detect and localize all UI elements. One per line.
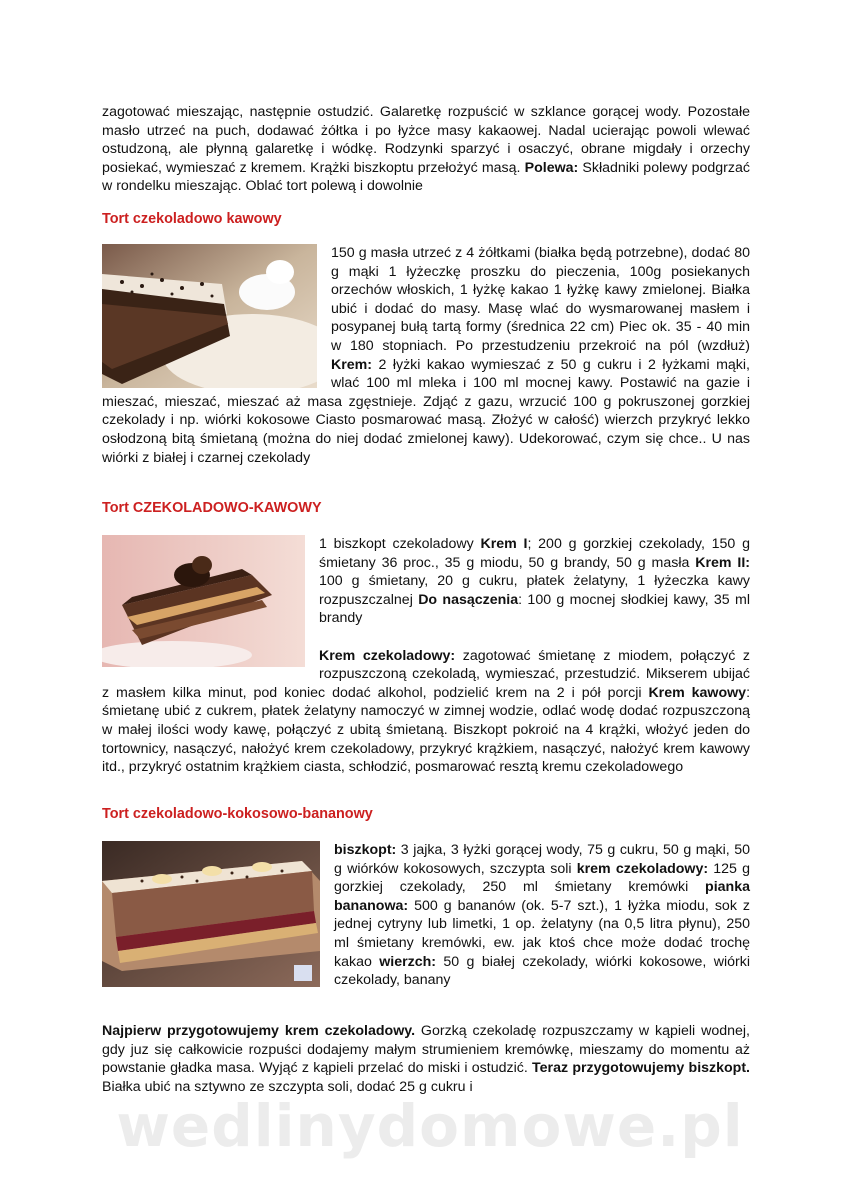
closing-bold-1: Najpierw przygotowujemy krem czekoladowy. [102, 1023, 416, 1039]
recipe-3-text: 3 jajka, 3 łyżki gorącej wody, 75 g cukru, 50 g mąki, 50 g wiórków kokosowych, szczypta soli [334, 842, 750, 877]
recipe-2-krem-1-label: Krem I [480, 536, 528, 552]
closing-text-1: Gorzką czekoladę rozpuszczamy w kąpieli wodnej, gdy juz się całkowicie rozpuści dodajemy małym strumieniem kremówkę, mieszamy do momentu aż powstanie gładka masa. Wyjąć z kąpieli przelać do miski i ostudzić. [102, 1023, 750, 1077]
polewa-label: Polewa: [524, 159, 579, 176]
closing-paragraph [102, 1022, 750, 1096]
recipe-2-krem-czekoladowy-label: Krem czekoladowy: [319, 647, 456, 664]
recipe-2-text: : śmietanę ubić z cukrem, płatek żelatyny namoczyć w zimnej wodzie, odlać wodę dodać rozpuszczoną w małej ilości wody kawę, połączyć z ubitą śmietaną. Biszkopt pokroić na 4 krążki, włożyć jeden do tortownicy, nasączyć, nałożyć krem czekoladowy, przykryć krążkiem, nasączyć, nałożyć krem kawowy itd., przykryć ostatnim krążkiem ciasta, schłodzić, posmarować resztą kremu czekoladowego [102, 684, 751, 776]
intro-paragraph [102, 103, 750, 196]
recipe-2-text: ; 200 g gorzkiej czekolady, 150 g śmietany 36 proc., 35 g miodu, 50 g brandy, 50 g masła [319, 536, 750, 571]
polewa-text: Składniki polewy podgrzać w rondelku mieszając. Oblać tort polewą i dowolnie [102, 159, 750, 195]
recipe-2-text: 100 g śmietany, 20 g cukru, płatek żelatyny, 1 łyżeczka kawy rozpuszczalnej [319, 573, 750, 608]
chocolate-coffee-layer-cake-photo [102, 535, 305, 667]
closing-bold-2: Teraz przygotowujemy biszkopt. [532, 1060, 751, 1077]
recipe-2-body [102, 535, 750, 777]
recipe-3-biszkopt-label: biszkopt: [334, 842, 397, 858]
recipe-3-text: 125 g gorzkiej czekolady, 250 ml śmietany kremówki [334, 860, 750, 896]
recipe-1-ingredients: 150 g masła utrzeć z 4 żółtkami (białka będą potrzebne), dodać 80 g mąki 1 łyżeczkę proszku do pieczenia, 100g posiekanych orzechów włoskich, 1 łyżkę kakao 1 łyżkę kawy zmielonej. Białka ubić i dodać do masy. Masę wlać do wysmarowanej masłem i posypanej bułą tartą formy (średnica 22 cm) Piec ok. 35 - 40 min w 180 stopniach. Po przestudzeniu przekroić na pól (wzdłuż) [331, 245, 750, 354]
recipe-2-krem-kawowy-label: Krem kawowy [648, 684, 747, 701]
recipe-3-krem-label: krem czekoladowy: [576, 860, 709, 877]
recipe-1-krem-label: Krem: [331, 356, 372, 373]
recipe-2-krem-2-label: Krem II: [695, 554, 751, 571]
recipe-title: Tort czekoladowo-kokosowo-bananowy [102, 806, 373, 822]
closing-text-2: Białka ubić na sztywno ze szczypta soli, dodać 25 g cukru i [102, 1078, 473, 1095]
recipe-3-wierzch-label: wierzch: [379, 953, 437, 970]
recipe-title: Tort czekoladowo kawowy [102, 211, 282, 227]
recipe-3-pianka-label: pianka bananowa: [334, 879, 750, 914]
chocolate-coffee-cake-photo [102, 244, 317, 388]
recipe-3-body [102, 841, 750, 991]
recipe-2-nasaczenia-label: Do nasączenia [418, 591, 519, 608]
recipe-1-body [102, 244, 750, 467]
recipe-title: Tort CZEKOLADOWO-KAWOWY [102, 500, 322, 516]
recipe-3-text: 500 g bananów (ok. 5-7 szt.), 1 łyżka miodu, sok z jednej cytryny lub limetki, 1 op. żelatyny (na 0,5 litra płynu), 250 ml śmietany kremówki, ew. jak ktoś chce może dodać trochę kakao [334, 897, 750, 970]
recipe-2-text: zagotować śmietanę z miodem, połączyć z rozpuszczoną czekoladą, wymieszać, przestudzić. Mikserem ubijać z masłem kilka minut, pod koniec dodać alkohol, podzielić krem na 2 i pół porcji [102, 647, 750, 701]
intro-text: zagotować mieszając, następnie ostudzić. Galaretkę rozpuścić w szklance gorącej wody. Pozostałe masło utrzeć na puch, dodawać żółtka i po łyżce masy kakaowej. Nadal ucierając powoli wlewać ostudzoną, ale płynną galaretkę i wódkę. Rodzynki sparzyć i osaczyć, obrane migdały i orzechy posiekać, wymieszać z kremem. Krążki biszkoptu przełożyć masą. [102, 104, 750, 176]
watermark: wedlinydomowe.pl [116, 1092, 744, 1160]
recipe-2-text: 1 biszkopt czekoladowy [319, 536, 481, 552]
recipe-2-text: : 100 g mocnej słodkiej kawy, 35 ml brandy [319, 591, 750, 627]
recipe-1-method: 2 łyżki kakao wymieszać z 50 g cukru i 2 łyżkami mąki, wlać 100 ml mleka i 100 ml mocnej kawy. Postawić na gazie i mieszać, mieszać, mieszać aż masa zgęstnieje. Zdjąć z gazu, wrzucić 100 g pokruszonej gorzkiej czekolady i np. wiórki kokosowe Ciasto posmarować masą. Złożyć w całość) wierzch przykryć lekko osłodzoną bitą śmietaną (można do niej dodać zmielonej kawy). Udekorować, czym się chce.. U nas wiórki z białej i czarnej czekolady [102, 356, 750, 466]
recipe-3-text: 50 g białej czekolady, wiórki kokosowe, wiórki czekolady, banany [334, 953, 750, 989]
chocolate-coconut-banana-cake-photo [102, 841, 320, 987]
